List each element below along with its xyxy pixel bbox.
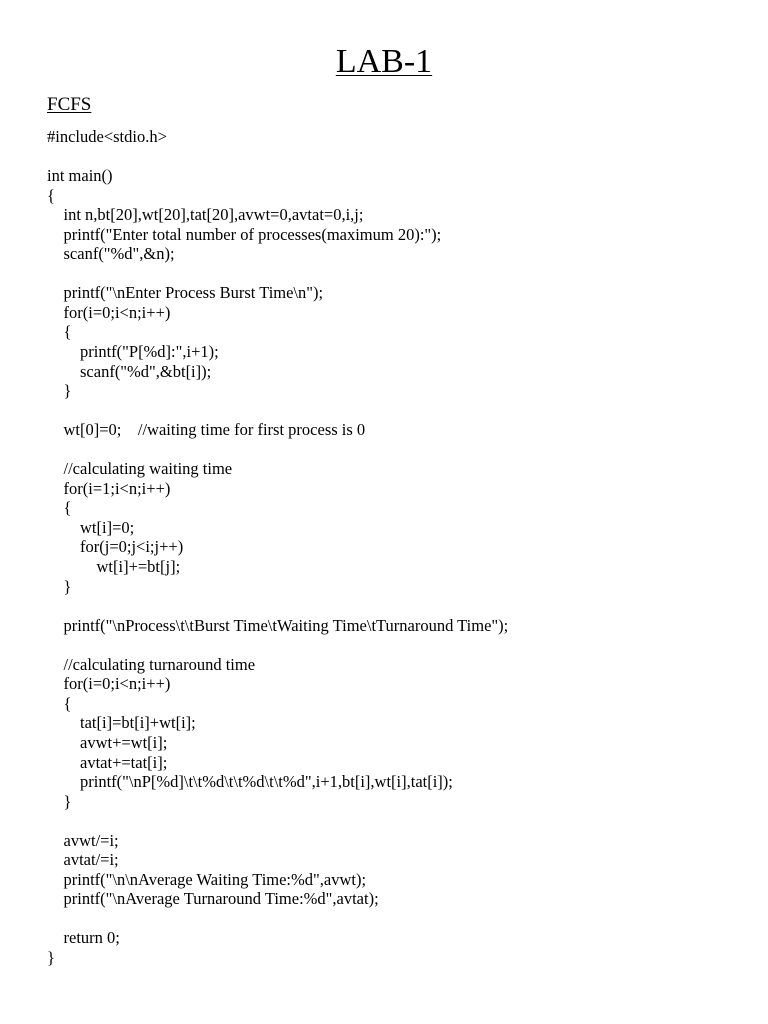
code-line: }	[47, 947, 55, 967]
code-line	[47, 264, 747, 284]
code-line: avwt/=i;	[47, 830, 119, 850]
code-line	[47, 635, 747, 655]
code-line: printf("\nAverage Turnaround Time:%d",avtat);	[47, 889, 379, 909]
code-line: {	[47, 185, 55, 205]
code-line: }	[47, 381, 72, 401]
code-line: printf("Enter total number of processes(maximum 20):");	[47, 224, 442, 244]
code-line: for(i=0;i<n;i++)	[47, 674, 171, 694]
code-line: printf("\nP[%d]\t\t%d\t\t%d\t\t%d",i+1,bt[i],wt[i],tat[i]);	[47, 772, 453, 792]
code-listing	[47, 127, 747, 968]
code-line: printf("\nEnter Process Burst Time\n");	[47, 283, 324, 303]
code-line: avtat+=tat[i];	[47, 752, 168, 772]
code-line: int main()	[47, 166, 113, 186]
code-line: //calculating turnaround time	[47, 654, 256, 674]
code-line: wt[i]+=bt[j];	[47, 557, 181, 577]
code-line: for(i=0;i<n;i++)	[47, 302, 171, 322]
code-line: for(j=0;j<i;j++)	[47, 537, 184, 557]
code-line: tat[i]=bt[i]+wt[i];	[47, 713, 196, 733]
code-line	[47, 596, 747, 616]
code-line	[47, 811, 747, 831]
code-line	[47, 909, 747, 929]
code-line	[47, 440, 747, 460]
code-line: printf("\nProcess\t\tBurst Time\tWaiting Time\tTurnaround Time");	[47, 615, 509, 635]
code-line: wt[0]=0; //waiting time for first process is 0	[47, 420, 366, 440]
code-line: printf("\n\nAverage Waiting Time:%d",avwt);	[47, 869, 367, 889]
code-line: #include<stdio.h>	[47, 127, 167, 146]
code-line	[47, 401, 747, 421]
code-line: }	[47, 791, 72, 811]
code-line: int n,bt[20],wt[20],tat[20],avwt=0,avtat=0,i,j;	[47, 205, 364, 225]
code-line: //calculating waiting time	[47, 459, 233, 479]
code-line: for(i=1;i<n;i++)	[47, 478, 171, 498]
code-line: avtat/=i;	[47, 850, 119, 870]
code-line: wt[i]=0;	[47, 517, 135, 537]
code-line	[47, 147, 747, 167]
code-line: scanf("%d",&bt[i]);	[47, 361, 212, 381]
page-title: LAB-1	[335, 43, 433, 80]
code-line: avwt+=wt[i];	[47, 732, 168, 752]
code-line: {	[47, 693, 72, 713]
code-line: }	[47, 576, 72, 596]
code-line: printf("P[%d]:",i+1);	[47, 342, 219, 362]
code-line: scanf("%d",&n);	[47, 244, 175, 264]
code-line: return 0;	[47, 928, 120, 948]
code-line: {	[47, 498, 72, 518]
code-line: {	[47, 322, 72, 342]
section-heading: FCFS	[47, 94, 92, 115]
